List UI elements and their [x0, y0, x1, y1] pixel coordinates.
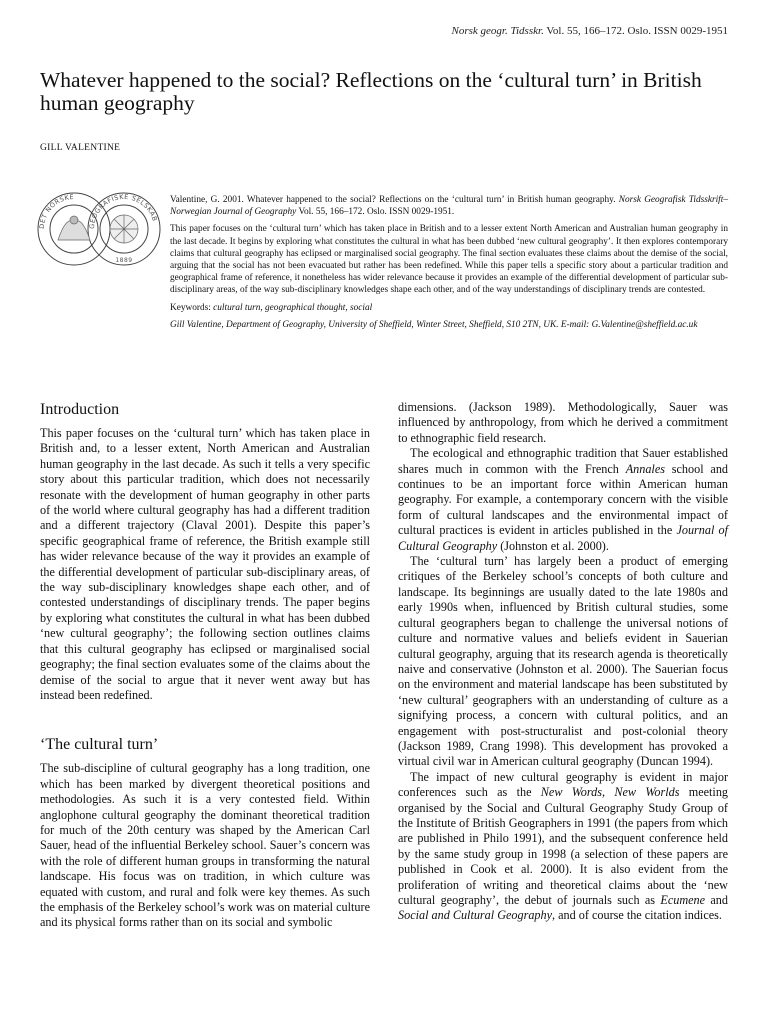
seal-text-top: GEOGRAFISKE SELSKAB: [87, 192, 159, 230]
text-span: , and of course the citation indices.: [552, 908, 722, 923]
author-affiliation: [170, 319, 728, 331]
paragraph-cultural-turn-critique: The ‘cultural turn’ has largely been a product of emerging critiques of the Berkeley school’s concepts of both culture and landscape. Its beginnings are usually dated to the late 1980s and early 1990s when, influenced by British cultural studies, some cultural geographers began to challenge the universal notions of culture and normative values and beliefs evident in Sauerian cultural geography, arguing that its research agenda is theoretically naive and conservative (Johnston et al. 2000). The Sauerian focus on the environment and material landscape has been substituted by ‘new cultural’ geographers with an understanding of culture as a signifying process, a concern with cultural politics, and an engagement with post-structuralist and post-colonial theory (Jackson 1989, Crang 1998). This development has provoked a virtual civil war in American cultural geography (Duncan 1994).: [398, 554, 728, 769]
text-span: The ecological and ethnographic tradition that Sauer established shares much in common with the French: [398, 446, 728, 476]
text-span: (Johnston et al. 2000).: [500, 538, 609, 553]
paragraph-impact: [398, 770, 728, 924]
right-column: [398, 400, 728, 924]
journal-name: Norsk geogr. Tidsskr.: [451, 25, 544, 37]
paragraph-ecological-tradition: [398, 446, 728, 554]
keywords-line: [170, 302, 728, 314]
left-column: [40, 400, 370, 931]
reference-tail: Vol. 55, 166–172. Oslo. ISSN 0029-1951.: [298, 207, 455, 218]
reference-text: Valentine, G. 2001. Whatever happened to the social? Reflections on the ‘cultural turn’ in British human geography.: [170, 195, 616, 205]
paragraph-sauer-method: dimensions. (Jackson 1989). Methodologically, Sauer was influenced by anthropology, from which he derived a commitment to ethnographic field research.: [398, 400, 728, 445]
italic-new-words: New Words, New Worlds: [540, 785, 680, 800]
society-seal-logo: [36, 186, 162, 272]
article-title: Whatever happened to the social? Reflections on the ‘cultural turn’ in British human geography: [40, 68, 702, 115]
introduction-paragraph: This paper focuses on the ‘cultural turn’ which has taken place in British and, to a lesser extent, North American and Australian human geography in the last decade. As such it tells a very specific story about this particular tradition, which does not necessarily resonate with the development of human geography in other parts of the world where cultural geography has had a different tradition and a different trajectory (Claval 2001). Despite this paper’s specific geographical frame of reference, the British example still has wider relevance because of the way it provides an example of the differential development of particular sub-disciplinary areas, of the way sub-disciplinary knowledges shape each other, and of contested understandings of disciplinary trends. The paper begins by exploring what constitutes the cultural in what has been dubbed ‘new cultural geography’; the following section outlines claims that this cultural geography has eclipsed or marginalised social geography; the final section evaluates some of the claims about the demise of the social to argue that it never went away but has instead been redefined.: [40, 426, 370, 702]
affiliation-text: Gill Valentine, Department of Geography, University of Sheffield, Winter Street, Sheffield, S10 2TN, UK. E-mail: G.Valentine@sheffield.ac.uk: [170, 319, 698, 330]
keywords-label: Keywords:: [170, 302, 211, 313]
seal-text-left: DET NORSKE: [37, 192, 75, 230]
seal-text-year: 1889: [115, 257, 133, 264]
italic-journal: Journal of Cultural Geography: [398, 523, 728, 553]
text-span: meeting organised by the Social and Cultural Geography Study Group of the Institute of British Geographers in 1991 (the papers from which are published in Philo 1991), and the subsequent conference held by the same study group in 1998 (a selection of these papers are published in Cook et al. 2000). It is also evident from the proliferation of writing and theoretical claims about the ‘new cultural geography’, the debut of journals such as: [398, 785, 729, 907]
journal-citation: Vol. 55, 166–172. Oslo. ISSN 0029-1951: [546, 25, 728, 37]
keywords-value: cultural turn, geographical thought, social: [213, 302, 373, 313]
cultural-turn-paragraph: The sub-discipline of cultural geography has a long tradition, one which has been marked by divergent theoretical positions and methodologies. As such it is a very contested field. Within anglophone cultural geography the dominant theoretical tradition for much of the 20th century was shaped by the American Carl Sauer, head of the influential Berkeley school. Sauer’s concern was with the role of different human groups in transforming the natural landscape. His focus was on tradition, in which culture was equated with custom, and rural and folk were key themes. As such the emphasis of the Berkeley school’s work was on material culture and its physical forms rather than on its social and symbolic: [40, 761, 370, 930]
text-span: The impact of new cultural geography is evident in major conferences such as the: [398, 769, 728, 800]
italic-ecumene: Ecumene: [660, 893, 706, 907]
section-heading-cultural-turn: ‘The cultural turn’: [40, 736, 159, 754]
italic-annales: Annales: [625, 461, 665, 476]
article-author: GILL VALENTINE: [40, 143, 121, 153]
abstract-body: This paper focuses on the ‘cultural turn’ which has taken place in British and to a lesser extent North American and Australian human geography in the last decade. It begins by exploring what constitutes the cultural in what has been dubbed ‘new cultural geography’. It then explores contemporary claims that cultural geography has eclipsed or marginalised social geography. The final section evaluates these claims about the demise of the social, arguing that the social has not been evacuated but rather has been redefined. While this paper tells a specific story about a particular tradition and geographical frame of reference, it nonetheless has wider relevance because it provides an example of the differential development of particular sub-disciplinary areas, of the way sub-disciplinary knowledges shape each other, and of the way understandings of disciplinary trends are contested.: [170, 224, 728, 296]
text-span: and: [710, 893, 728, 907]
italic-scg: Social and Cultural Geography: [398, 908, 553, 923]
running-head: [452, 25, 728, 37]
abstract-reference: [170, 194, 728, 218]
text-span: school and continues to be an important force within American human geography. For example, a contemporary concern with the visible form of cultural landscapes and the environmental impact of cultural practices is evident in articles published in the: [398, 461, 729, 538]
reference-journal: Norsk Geografisk Tidsskrift–Norwegian Journal of Geography: [170, 195, 728, 218]
section-heading-introduction: Introduction: [40, 401, 120, 418]
abstract-block: [170, 194, 728, 336]
